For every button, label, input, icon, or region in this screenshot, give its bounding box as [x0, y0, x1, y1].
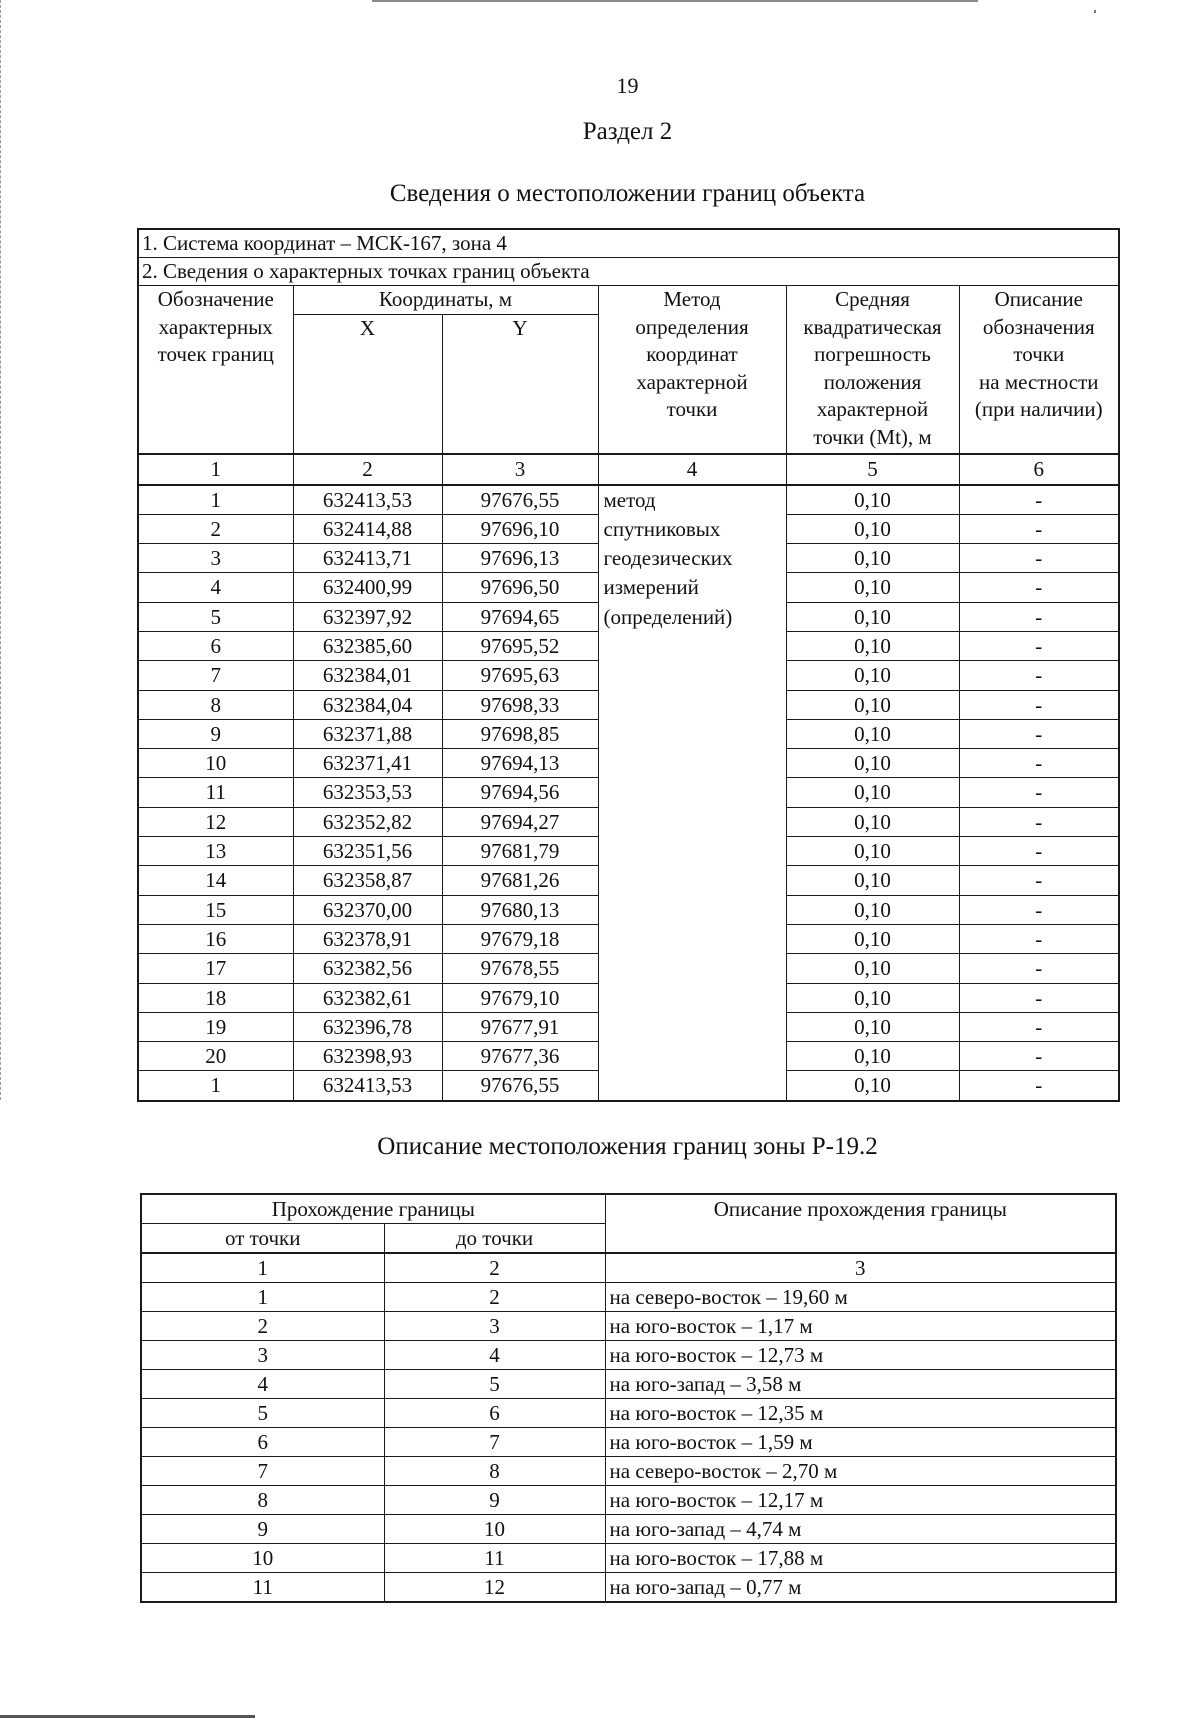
to-point: 4 [384, 1341, 605, 1370]
point-id: 1 [138, 485, 293, 515]
method-cell [598, 485, 786, 1101]
header-line: координат [646, 342, 738, 366]
point-description: - [959, 749, 1119, 778]
route-description: на юго-запад – 4,74 м [605, 1515, 1116, 1544]
section-title: Раздел 2 [582, 118, 673, 145]
coord-x: 632352,82 [293, 807, 442, 836]
point-id: 1 [138, 1071, 293, 1101]
from-point: 6 [141, 1428, 384, 1457]
mt-value: 0,10 [786, 602, 959, 631]
header-designation [138, 286, 293, 454]
mt-value: 0,10 [786, 983, 959, 1012]
from-point: 11 [141, 1573, 384, 1603]
column-number: 3 [442, 454, 598, 485]
from-point: 8 [141, 1486, 384, 1515]
header-line: Обозначение [157, 287, 274, 311]
header-line: Метод [663, 287, 721, 311]
coord-x: 632358,87 [293, 866, 442, 895]
to-point: 5 [384, 1370, 605, 1399]
point-id: 10 [138, 749, 293, 778]
coord-y: 97681,26 [442, 866, 598, 895]
point-description: - [959, 1071, 1119, 1101]
header-to-point: до точки [384, 1224, 605, 1254]
from-point: 9 [141, 1515, 384, 1544]
coord-y: 97696,13 [442, 544, 598, 573]
mt-value: 0,10 [786, 485, 959, 515]
mt-value: 0,10 [786, 749, 959, 778]
point-description: - [959, 719, 1119, 748]
header-method [598, 286, 786, 454]
scan-edge-top [372, 0, 978, 2]
coord-x: 632413,53 [293, 485, 442, 515]
point-id: 5 [138, 602, 293, 631]
page-number: 19 [616, 73, 639, 98]
method-line: измерений [603, 575, 699, 600]
point-id: 19 [138, 1012, 293, 1041]
point-id: 15 [138, 895, 293, 924]
route-description: на юго-запад – 3,58 м [605, 1370, 1116, 1399]
from-point: 3 [141, 1341, 384, 1370]
column-number: 4 [598, 454, 786, 485]
route-description: на юго-запад – 0,77 м [605, 1573, 1116, 1603]
header-line: характерной [636, 369, 748, 394]
header-y: Y [442, 314, 598, 454]
column-number: 3 [605, 1253, 1116, 1283]
mt-value: 0,10 [786, 573, 959, 602]
point-id: 7 [138, 661, 293, 690]
header-line: характерной [816, 397, 929, 421]
header-line: погрешность [814, 342, 931, 366]
method-line: метод [603, 487, 656, 512]
mt-value: 0,10 [786, 1042, 959, 1071]
point-description: - [959, 807, 1119, 836]
mt-value: 0,10 [786, 1071, 959, 1101]
mt-value: 0,10 [786, 778, 959, 807]
point-id: 9 [138, 719, 293, 748]
route-row [141, 1486, 1116, 1515]
mt-value: 0,10 [786, 631, 959, 660]
point-description: - [959, 631, 1119, 660]
mt-value: 0,10 [786, 1012, 959, 1041]
coord-x: 632353,53 [293, 778, 442, 807]
point-id: 3 [138, 544, 293, 573]
mt-value: 0,10 [786, 837, 959, 866]
coord-x: 632378,91 [293, 924, 442, 953]
route-description: на северо-восток – 2,70 м [605, 1457, 1116, 1486]
route-description: на юго-восток – 12,17 м [605, 1486, 1116, 1515]
route-description: на северо-восток – 19,60 м [605, 1283, 1116, 1312]
route-description: на юго-восток – 1,59 м [605, 1428, 1116, 1457]
header-line: Средняя [835, 287, 910, 311]
scan-artifact [1094, 10, 1096, 13]
from-point: 10 [141, 1544, 384, 1573]
method-line: спутниковых [603, 516, 721, 541]
coord-y: 97679,18 [442, 924, 598, 953]
header-line: характерных [158, 314, 273, 339]
coordinate-system-row [138, 229, 1119, 258]
point-id: 13 [138, 837, 293, 866]
point-id: 20 [138, 1042, 293, 1071]
coord-y: 97676,55 [442, 485, 598, 515]
coord-x: 632396,78 [293, 1012, 442, 1041]
method-line: геодезических [603, 546, 733, 571]
coord-y: 97676,55 [442, 1071, 598, 1101]
coord-x: 632385,60 [293, 631, 442, 660]
point-id: 14 [138, 866, 293, 895]
to-point: 8 [384, 1457, 605, 1486]
mt-value: 0,10 [786, 924, 959, 953]
to-point: 2 [384, 1283, 605, 1312]
route-description: на юго-восток – 1,17 м [605, 1312, 1116, 1341]
point-id: 4 [138, 573, 293, 602]
coordinate-system-cell: 1. Система координат – МСК-167, зона 4 [138, 229, 1119, 258]
coord-x: 632371,41 [293, 749, 442, 778]
route-row [141, 1283, 1116, 1312]
coord-x: 632370,00 [293, 895, 442, 924]
point-description: - [959, 602, 1119, 631]
coord-x: 632371,88 [293, 719, 442, 748]
header-line: точки [666, 397, 718, 421]
heading-zone-boundaries: Описание местоположения границ зоны Р-19.2 [377, 1133, 878, 1160]
header-line: квадратическая [803, 314, 942, 339]
to-point: 7 [384, 1428, 605, 1457]
boundary-route-table [140, 1193, 1117, 1603]
column-number: 5 [786, 454, 959, 485]
header-from-point: от точки [141, 1224, 384, 1254]
header-line: на местности [979, 369, 1099, 394]
point-description: - [959, 1012, 1119, 1041]
coord-y: 97678,55 [442, 954, 598, 983]
from-point: 2 [141, 1312, 384, 1341]
header-line: положения [823, 369, 922, 394]
coord-x: 632398,93 [293, 1042, 442, 1071]
mt-value: 0,10 [786, 661, 959, 690]
header-line: точки [1013, 342, 1065, 366]
route-row [141, 1515, 1116, 1544]
from-point: 5 [141, 1399, 384, 1428]
column-number: 6 [959, 454, 1119, 485]
column-number: 1 [138, 454, 293, 485]
coord-x: 632382,61 [293, 983, 442, 1012]
coord-y: 97680,13 [442, 895, 598, 924]
route-row [141, 1312, 1116, 1341]
coord-x: 632413,53 [293, 1071, 442, 1101]
to-point: 12 [384, 1573, 605, 1603]
coord-x: 632400,99 [293, 573, 442, 602]
point-description: - [959, 924, 1119, 953]
column-number-row [138, 454, 1119, 485]
route-row [141, 1341, 1116, 1370]
mt-value: 0,10 [786, 807, 959, 836]
header-error [786, 286, 959, 454]
coord-y: 97698,33 [442, 690, 598, 719]
point-description: - [959, 983, 1119, 1012]
coord-y: 97694,65 [442, 602, 598, 631]
point-id: 16 [138, 924, 293, 953]
mt-value: 0,10 [786, 895, 959, 924]
mt-value: 0,10 [786, 514, 959, 543]
header-description [959, 286, 1119, 454]
point-description: - [959, 954, 1119, 983]
to-point: 3 [384, 1312, 605, 1341]
point-description: - [959, 895, 1119, 924]
route-row [141, 1573, 1116, 1603]
column-number: 2 [293, 454, 442, 485]
header-line: (при наличии) [974, 397, 1103, 421]
coord-x: 632382,56 [293, 954, 442, 983]
column-number: 2 [384, 1253, 605, 1283]
coord-y: 97679,10 [442, 983, 598, 1012]
coord-y: 97694,56 [442, 778, 598, 807]
mt-value: 0,10 [786, 719, 959, 748]
header-route-description: Описание прохождения границы [605, 1194, 1116, 1253]
point-description: - [959, 573, 1119, 602]
coord-y: 97696,10 [442, 514, 598, 543]
route-row [141, 1399, 1116, 1428]
to-point: 10 [384, 1515, 605, 1544]
point-id: 8 [138, 690, 293, 719]
point-id: 17 [138, 954, 293, 983]
header-line: определения [635, 314, 749, 339]
coord-y: 97694,13 [442, 749, 598, 778]
point-description: - [959, 544, 1119, 573]
header-line: точки (Mt), м [813, 424, 932, 449]
point-description: - [959, 1042, 1119, 1071]
point-description: - [959, 866, 1119, 895]
point-description: - [959, 661, 1119, 690]
column-number: 1 [141, 1253, 384, 1283]
coord-y: 97677,91 [442, 1012, 598, 1041]
characteristic-points-row [138, 258, 1119, 286]
mt-value: 0,10 [786, 954, 959, 983]
to-point: 11 [384, 1544, 605, 1573]
point-description: - [959, 690, 1119, 719]
header-x: X [293, 314, 442, 454]
point-description: - [959, 778, 1119, 807]
point-id: 6 [138, 631, 293, 660]
route-row [141, 1457, 1116, 1486]
header-row [138, 286, 1119, 315]
route-row [141, 1428, 1116, 1457]
from-point: 1 [141, 1283, 384, 1312]
coord-y: 97696,50 [442, 573, 598, 602]
point-id: 2 [138, 514, 293, 543]
mt-value: 0,10 [786, 690, 959, 719]
point-description: - [959, 514, 1119, 543]
point-description: - [959, 837, 1119, 866]
table-row [138, 485, 1119, 515]
route-row [141, 1544, 1116, 1573]
coordinates-table [137, 228, 1120, 1102]
header-coordinates: Координаты, м [293, 286, 598, 315]
point-id: 18 [138, 983, 293, 1012]
coord-x: 632414,88 [293, 514, 442, 543]
route-column-number-row [141, 1253, 1116, 1283]
to-point: 6 [384, 1399, 605, 1428]
coord-y: 97677,36 [442, 1042, 598, 1071]
coord-y: 97681,79 [442, 837, 598, 866]
route-description: на юго-восток – 12,35 м [605, 1399, 1116, 1428]
coord-y: 97698,85 [442, 719, 598, 748]
characteristic-points-cell: 2. Сведения о характерных точках границ объекта [138, 258, 1119, 286]
scan-edge-left [0, 0, 2, 1100]
route-header-row [141, 1194, 1116, 1224]
header-passage: Прохождение границы [141, 1194, 605, 1224]
route-description: на юго-восток – 12,73 м [605, 1341, 1116, 1370]
coord-x: 632413,71 [293, 544, 442, 573]
method-line: (определений) [603, 604, 733, 629]
to-point: 9 [384, 1486, 605, 1515]
coord-x: 632351,56 [293, 837, 442, 866]
point-id: 12 [138, 807, 293, 836]
route-row [141, 1370, 1116, 1399]
coord-x: 632397,92 [293, 602, 442, 631]
header-line: обозначения [982, 314, 1095, 339]
coord-y: 97695,52 [442, 631, 598, 660]
point-description: - [959, 485, 1119, 515]
from-point: 7 [141, 1457, 384, 1486]
header-line: Описание [994, 287, 1083, 311]
coord-x: 632384,04 [293, 690, 442, 719]
header-line: точек границ [157, 342, 274, 366]
coord-x: 632384,01 [293, 661, 442, 690]
point-id: 11 [138, 778, 293, 807]
coord-y: 97694,27 [442, 807, 598, 836]
from-point: 4 [141, 1370, 384, 1399]
mt-value: 0,10 [786, 544, 959, 573]
coord-y: 97695,63 [442, 661, 598, 690]
route-description: на юго-восток – 17,88 м [605, 1544, 1116, 1573]
heading-object-boundaries: Сведения о местоположении границ объекта [389, 180, 866, 207]
mt-value: 0,10 [786, 866, 959, 895]
